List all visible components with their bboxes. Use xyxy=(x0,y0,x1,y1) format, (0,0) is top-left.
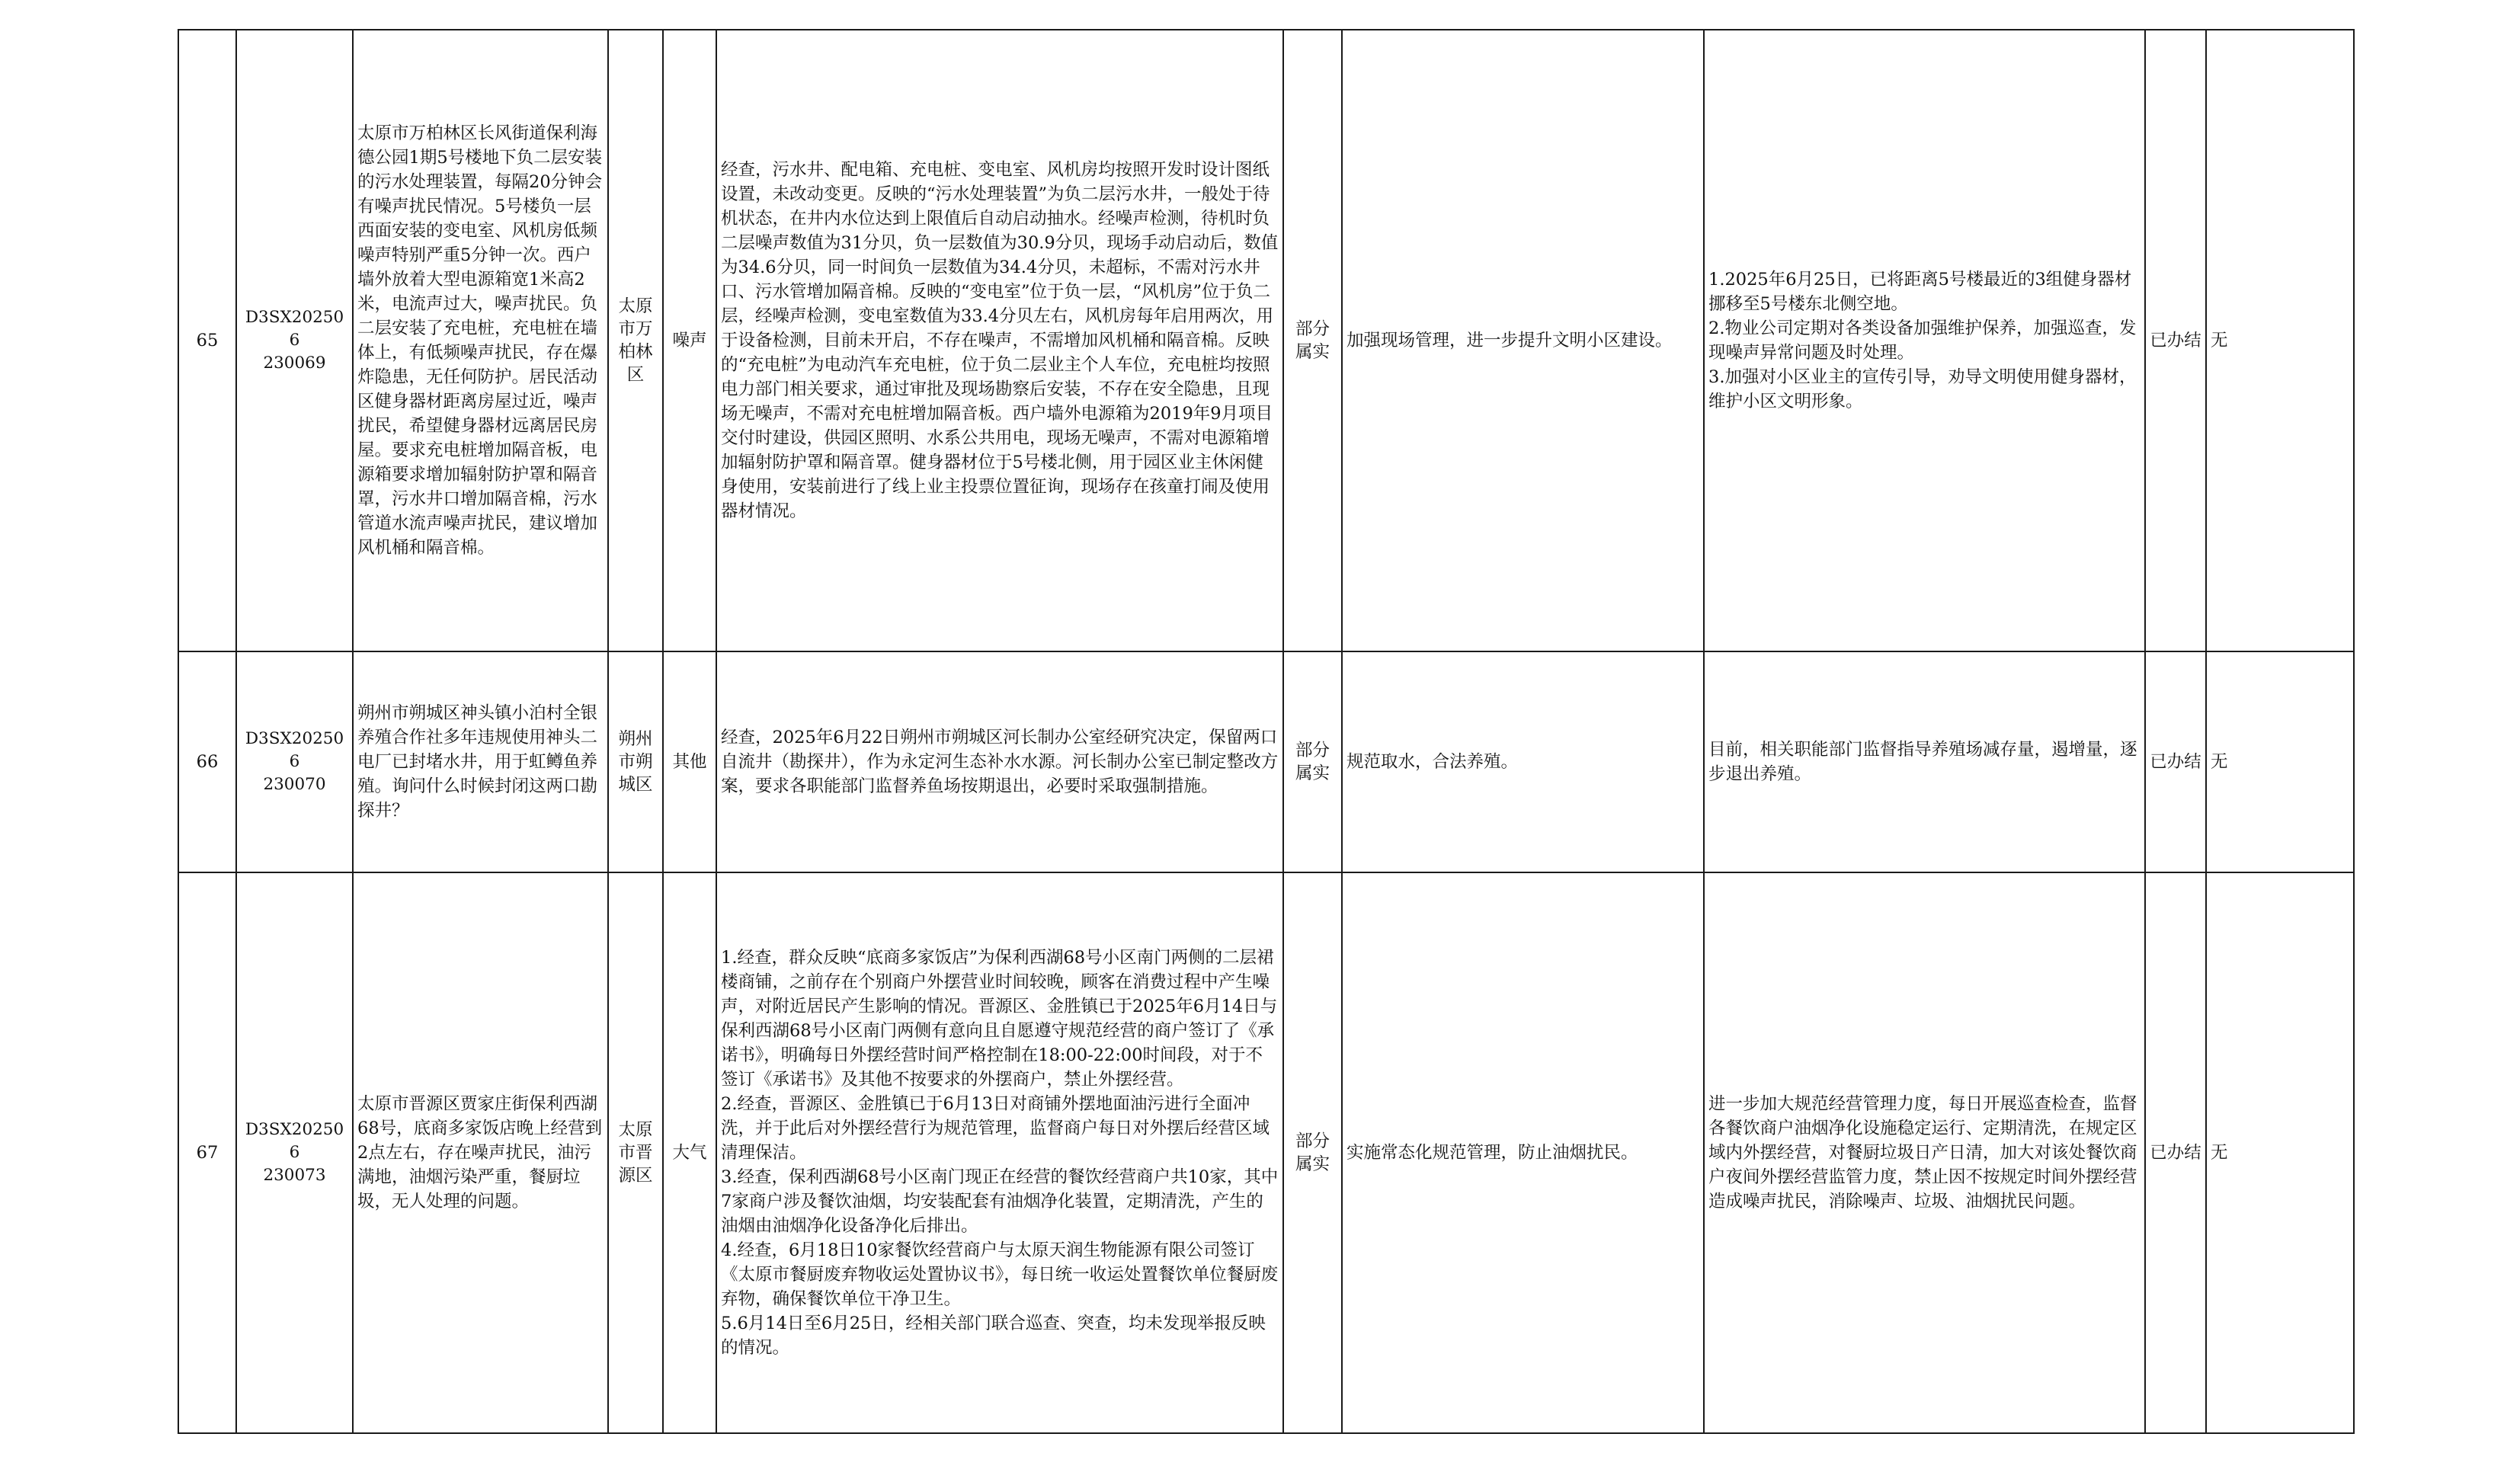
investigation-result xyxy=(716,872,1283,1433)
row-number: 67 xyxy=(178,872,236,1433)
pollution-type: 其他 xyxy=(663,651,716,872)
pollution-type: 大气 xyxy=(663,872,716,1433)
accountability: 无 xyxy=(2206,30,2354,651)
case-id-line: 230073 xyxy=(263,1166,326,1185)
handling-measures: 规范取水，合法养殖。 xyxy=(1342,651,1704,872)
investigation-item: 3.经查，保利西湖68号小区南门现正在经营的餐饮经营商户共10家，其中7家商户涉及餐饮油烟，均安装配套有油烟净化装置，定期清洗，产生的油烟由油烟净化设备净化后排出。 xyxy=(721,1167,1279,1236)
handling-measures: 加强现场管理，进一步提升文明小区建设。 xyxy=(1342,30,1704,651)
case-status: 已办结 xyxy=(2145,872,2206,1433)
investigation-result: 经查，2025年6月22日朔州市朔城区河长制办公室经研究决定，保留两口自流井（勘探井），作为永定河生态补水水源。河长制办公室已制定整改方案，要求各职能部门监督养鱼场按期退出，必要时采取强制措施。 xyxy=(716,651,1283,872)
case-id xyxy=(236,651,353,872)
case-id xyxy=(236,30,353,651)
verification-status: 部分属实 xyxy=(1283,872,1342,1433)
case-id-line: 230070 xyxy=(263,775,326,794)
case-id-line: D3SX202506 xyxy=(245,729,344,771)
complaint-content: 朔州市朔城区神头镇小泊村全银养殖合作社多年违规使用神头二电厂已封堵水井，用于虹鳟鱼养殖。询问什么时候封闭这两口勘探井？ xyxy=(353,651,608,872)
complaint-content: 太原市万柏林区长风街道保利海德公园1期5号楼地下负二层安装的污水处理装置，每隔20分钟会有噪声扰民情况。5号楼负一层西面安装的变电室、风机房低频噪声特别严重5分钟一次。西户墙外放着大型电源箱宽1米高2米，电流声过大，噪声扰民。负二层安装了充电桩，充电桩在墙体上，有低频噪声扰民，存在爆炸隐患，无任何防护。居民活动区健身器材距离房屋过近，噪声扰民，希望健身器材远离居民房屋。要求充电桩增加隔音板，电源箱要求增加辐射防护罩和隔音罩，污水井口增加隔音棉，污水管道水流声噪声扰民，建议增加风机桶和隔音棉。 xyxy=(353,30,608,651)
case-id-line: 230069 xyxy=(263,354,326,373)
result-item: 1.2025年6月25日，已将距离5号楼最近的3组健身器材挪移至5号楼东北侧空地。 xyxy=(1708,270,2132,314)
investigation-item: 2.经查，晋源区、金胜镇已于6月13日对商铺外摆地面油污进行全面冲洗，并于此后对外摆经营行为规范管理，监督商户每日对外摆后经营区域清理保洁。 xyxy=(721,1094,1270,1163)
investigation-item: 1.经查，群众反映“底商多家饭店”为保利西湖68号小区南门两侧的二层裙楼商铺，之前存在个别商户外摆营业时间较晚，顾客在消费过程中产生噪声，对附近居民产生影响的情况。晋源区、金胜镇已于2025年6月14日与保利西湖68号小区南门两侧有意向且自愿遵守规范经营的商户签订了《承诺书》，明确每日外摆经营时间严格控制在18:00-22:00时间段，对于不签订《承诺书》及其他不按要求的外摆商户，禁止外摆经营。 xyxy=(721,948,1278,1090)
result-item: 2.物业公司定期对各类设备加强维护保养，加强巡查，发现噪声异常问题及时处理。 xyxy=(1708,318,2137,363)
row-number: 65 xyxy=(178,30,236,651)
result-item: 进一步加大规范经营管理力度，每日开展巡查检查，监督各餐饮商户油烟净化设施稳定运行、定期清洗，在规定区域内外摆经营，对餐厨垃圾日产日清，加大对该处餐饮商户夜间外摆经营监管力度，禁止因不按规定时间外摆经营造成噪声扰民，消除噪声、垃圾、油烟扰民问题。 xyxy=(1708,1094,2137,1211)
result-item: 目前，相关职能部门监督指导养殖场减存量，遏增量，逐步退出养殖。 xyxy=(1708,740,2137,784)
investigation-item: 5.6月14日至6月25日，经相关部门联合巡查、突查，均未发现举报反映的情况。 xyxy=(721,1314,1266,1358)
row-number: 66 xyxy=(178,651,236,872)
administrative-area: 朔州市朔城区 xyxy=(608,651,663,872)
case-status: 已办结 xyxy=(2145,30,2206,651)
rectification-result xyxy=(1704,651,2145,872)
case-id-line: D3SX202506 xyxy=(245,1120,344,1162)
investigation-item: 4.经查，6月18日10家餐饮经营商户与太原天润生物能源有限公司签订《太原市餐厨废弃物收运处置协议书》，每日统一收运处置餐饮单位餐厨废弃物，确保餐饮单位干净卫生。 xyxy=(721,1240,1279,1309)
investigation-result: 经查，污水井、配电箱、充电桩、变电室、风机房均按照开发时设计图纸设置，未改动变更。反映的“污水处理装置”为负二层污水井，一般处于待机状态，在井内水位达到上限值后自动启动抽水。经噪声检测，待机时负二层噪声数值为31分贝，负一层数值为30.9分贝，现场手动启动后，数值为34.6分贝，同一时间负一层数值为34.4分贝，未超标，不需对污水井口、污水管增加隔音棉。反映的“变电室”位于负一层，“风机房”位于负二层，经噪声检测，变电室数值为33.4分贝左右，风机房每年启用两次，用于设备检测，目前未开启，不存在噪声，不需增加风机桶和隔音棉。反映的“充电桩”为电动汽车充电桩，位于负二层业主个人车位，充电桩均按照电力部门相关要求，通过审批及现场勘察后安装，不存在安全隐患，且现场无噪声，不需对充电桩增加隔音板。西户墙外电源箱为2019年9月项目交付时建设，供园区照明、水系公共用电，现场无噪声，不需对电源箱增加辐射防护罩和隔音罩。健身器材位于5号楼北侧，用于园区业主休闲健身使用，安装前进行了线上业主投票位置征询，现场存在孩童打闹及使用器材情况。 xyxy=(716,30,1283,651)
rectification-result xyxy=(1704,30,2145,651)
result-item: 3.加强对小区业主的宣传引导，劝导文明使用健身器材，维护小区文明形象。 xyxy=(1708,367,2137,411)
complaint-table xyxy=(178,29,2355,1434)
administrative-area: 太原市万柏林区 xyxy=(608,30,663,651)
case-status: 已办结 xyxy=(2145,651,2206,872)
administrative-area: 太原市晋源区 xyxy=(608,872,663,1433)
verification-status: 部分属实 xyxy=(1283,30,1342,651)
verification-status: 部分属实 xyxy=(1283,651,1342,872)
complaint-content: 太原市晋源区贾家庄街保利西湖68号，底商多家饭店晚上经营到2点左右，存在噪声扰民，油污满地，油烟污染严重，餐厨垃圾，无人处理的问题。 xyxy=(353,872,608,1433)
accountability: 无 xyxy=(2206,651,2354,872)
table-row xyxy=(178,651,2354,872)
pollution-type: 噪声 xyxy=(663,30,716,651)
accountability: 无 xyxy=(2206,872,2354,1433)
table-row xyxy=(178,30,2354,651)
handling-measures: 实施常态化规范管理，防止油烟扰民。 xyxy=(1342,872,1704,1433)
table-row xyxy=(178,872,2354,1433)
case-id xyxy=(236,872,353,1433)
rectification-result xyxy=(1704,872,2145,1433)
case-id-line: D3SX202506 xyxy=(245,308,344,350)
